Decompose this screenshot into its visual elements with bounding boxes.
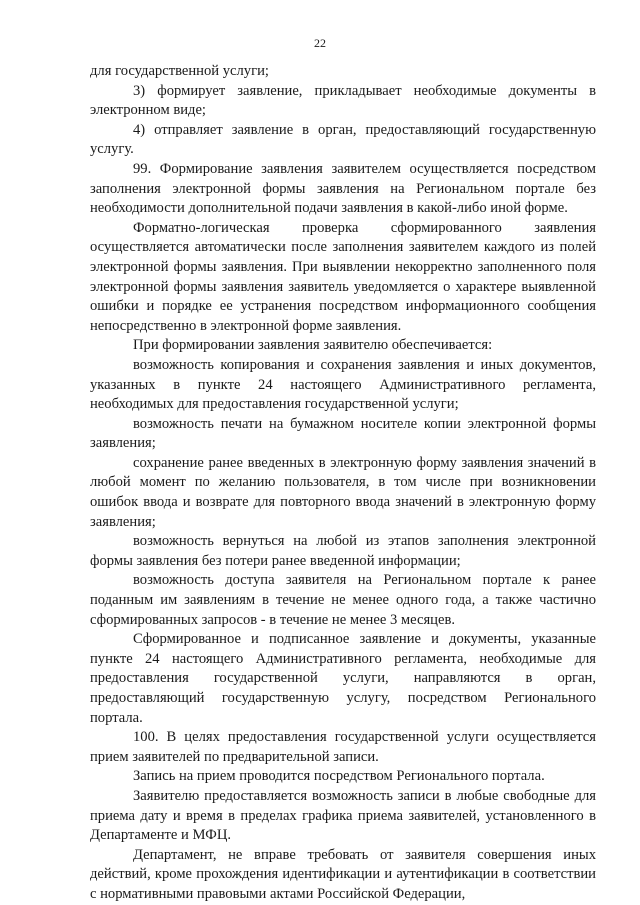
page-number: 22 xyxy=(314,36,326,50)
paragraph: Заявителю предоставляется возможность записи в любые свободные для приема дату и время в пределах графика приема заявителей, установленного в Департаменте и МФЦ. xyxy=(90,787,596,844)
paragraph: Форматно-логическая проверка сформированного заявления осуществляется автоматически после заполнения заявителем каждого из полей электронной формы заявления. При выявлении некорректно заполненного поля электронной формы заявления заявитель уведомляется о характере выявленной ошибки и порядке ее устранения посредством информационного сообщения непосредственно в электронной форме заявления. xyxy=(90,219,596,334)
paragraph: Сформированное и подписанное заявление и документы, указанные пункте 24 настоящего Административного регламента, необходимые для предоставления государственной услуги, направляются в орган, предоставляющий государственную услугу, посредством Регионального портала. xyxy=(90,631,596,726)
document-body xyxy=(90,62,596,905)
paragraph: 3) формирует заявление, прикладывает необходимые документы в электронном виде; xyxy=(90,82,596,119)
paragraph: возможность доступа заявителя на Региональном портале к ранее поданным им заявлениям в течение не менее одного года, а также частично сформированных запросов - в течение не менее 3 месяцев. xyxy=(90,572,596,628)
paragraph: 4) отправляет заявление в орган, предоставляющий государственную услугу. xyxy=(90,121,596,158)
paragraph: При формировании заявления заявителю обеспечивается: xyxy=(133,337,493,354)
paragraph: возможность вернуться на любой из этапов заполнения электронной формы заявления без потери ранее введенной информации; xyxy=(90,533,596,569)
paragraph: сохранение ранее введенных в электронную форму заявления значений в любой момент по желанию пользователя, в том числе при возникновении ошибок ввода и возврате для повторного ввода значений в электронную форму заявления; xyxy=(90,454,596,530)
paragraph: возможность копирования и сохранения заявления и иных документов, указанных в пункте 24 настоящего Административного регламента, необходимых для предоставления государственной услуги; xyxy=(90,356,596,413)
paragraph: для государственной услуги; xyxy=(90,63,269,79)
paragraph: Запись на прием проводится посредством Регионального портала. xyxy=(133,768,545,785)
paragraph: 99. Формирование заявления заявителем осуществляется посредством заполнения электронной формы заявления на Региональном портале без необходимости дополнительной подачи заявления в какой-либо иной форме. xyxy=(90,160,596,217)
paragraph: 100. В целях предоставления государственной услуги осуществляется прием заявителей по предварительной записи. xyxy=(90,729,596,765)
paragraph: Департамент, не вправе требовать от заявителя совершения иных действий, кроме прохождения идентификации и аутентификации в соответствии с нормативными правовыми актами Российской Федерации, xyxy=(90,846,596,902)
paragraph: возможность печати на бумажном носителе копии электронной формы заявления; xyxy=(90,415,596,452)
